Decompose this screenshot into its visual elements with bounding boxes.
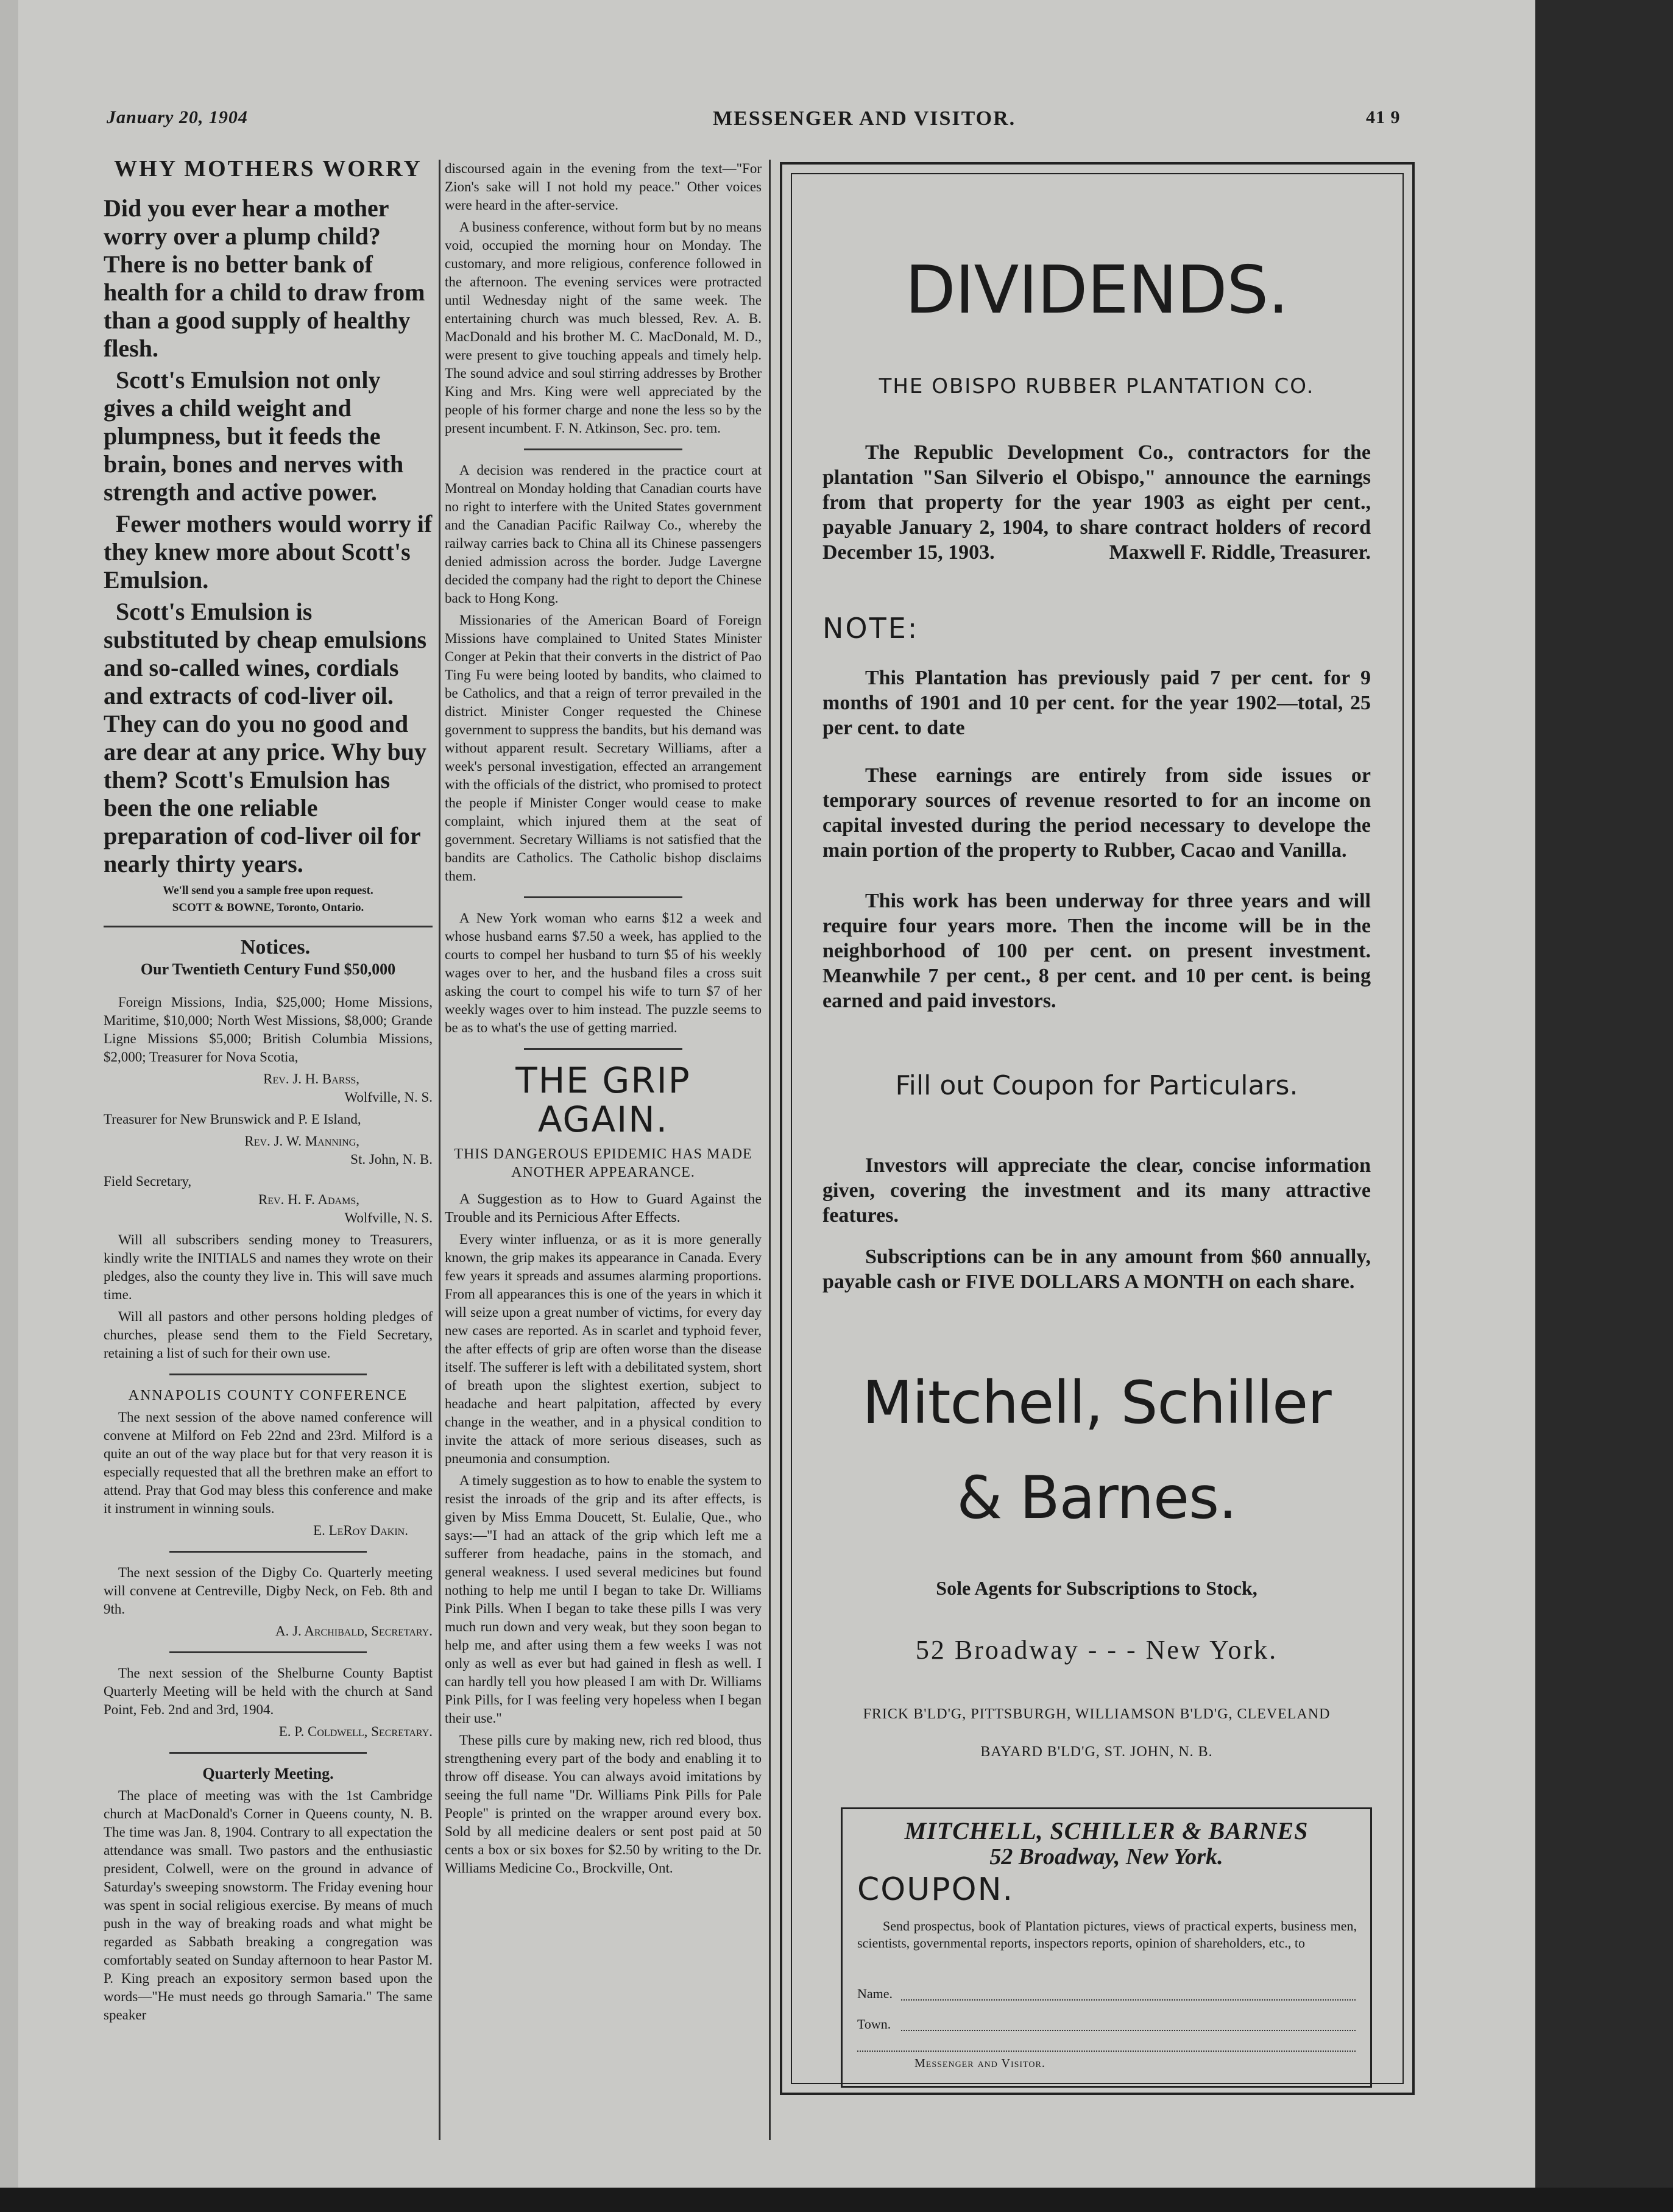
archibald-signature: A. J. Archibald, Secretary. xyxy=(275,1623,433,1639)
branch-offices-2: BAYARD B'LD'G, ST. JOHN, N. B. xyxy=(980,1744,1213,1760)
scott-bowne: SCOTT & BOWNE, Toronto, Ontario. xyxy=(172,901,364,914)
company-name: THE OBISPO RUBBER PLANTATION CO. xyxy=(879,374,1315,399)
dividends-advertisement xyxy=(780,162,1415,2095)
manning-location: St. John, N. B. xyxy=(350,1152,433,1167)
broadway-address: 52 Broadway - - - New York. xyxy=(915,1635,1278,1665)
column-rule-1 xyxy=(439,160,440,2140)
grip-p3: These pills cure by making new, rich red blood, thus strengthening every part of the body and enabling it to throw off disease. You can always avoid imitations by seeing the full name "Dr. Williams Pink Pills for Pale People" is printed on the wrapper around every box. Sold by all medicine dealers or sent post paid at 50 cents a box or six boxes for $2.50 by writing to the Dr. Williams Medicine Co., Brockville, Ont. xyxy=(445,1732,762,1876)
name-field[interactable] xyxy=(901,1999,1356,2001)
fund-text: Foreign Missions, India, $25,000; Home Missions, Maritime, $10,000; North West Missions, $8,000; Grande Ligne Missions $5,000; British Columbia Missions, $2,000; Treasurer for Nova Scotia, xyxy=(104,994,433,1065)
digby-notice: The next session of the Digby Co. Quarterly meeting will convene at Centreville, Digby Neck, on Feb. 8th and 9th. xyxy=(104,1565,433,1617)
adams-name: Rev. H. F. Adams, xyxy=(258,1192,359,1207)
column-2 xyxy=(445,160,762,1881)
adams-location: Wolfville, N. S. xyxy=(344,1210,433,1225)
news-p2: A business conference, without form but by no means void, occupied the morning hour on Monday. The customary, and more religious, conference followed in the afternoon. The evening services were protracted until Wednesday night of the same week. The entertaining church was much blessed, Rev. A. B. MacDonald and his brother M. C. MacDonald, M. D., were present to give touching appeals and timely help. The sound advice and soul stirring addresses by Brother King and Mrs. King were well appreciated by the people of his former charge and none the less so by the present incumbent. F. N. Atkinson, Sec. pro. tem. xyxy=(445,219,762,436)
firm-name-line1: Mitchell, Schiller xyxy=(862,1369,1331,1437)
firm-name-line2: & Barnes. xyxy=(957,1464,1237,1532)
dividends-title: DIVIDENDS. xyxy=(905,252,1289,328)
divider xyxy=(524,448,682,450)
initials-notice: Will all subscribers sending money to Treasurers, kindly write the INITIALS and names they wrote on their pledges, also the county they live in. This will save much time. xyxy=(104,1232,433,1302)
scan-shadow xyxy=(1535,0,1673,2212)
nb-treasurer: Treasurer for New Brunswick and P. E Island, xyxy=(104,1111,361,1127)
scotts-p4: Scott's Emulsion is substituted by cheap emulsions and so-called wines, cordials and extracts of cod-liver oil. They can do you no good and are dear at any price. Why buy them? Scott's Emulsion has been the one reliable preparation of cod-liver oil for nearly thirty years. xyxy=(104,598,427,877)
pledges-notice: Will all pastors and other persons holding pledges of churches, please send them to the Field Secretary, retaining a list of such for their own use. xyxy=(104,1309,433,1361)
note-p1: This Plantation has previously paid 7 per cent. for 9 months of 1901 and 10 per cent. for the year 1902—total, 25 per cent. to date xyxy=(822,667,1371,739)
branch-offices-1: FRICK B'LD'G, PITTSBURGH, WILLIAMSON B'LD'G, CLEVELAND xyxy=(863,1706,1331,1722)
shelburne-notice: The next session of the Shelburne County Baptist Quarterly Meeting will be held with the church at Sand Point, Feb. 2nd and 3rd, 1904. xyxy=(104,1665,433,1717)
note-p2: These earnings are entirely from side issues or temporary sources of revenue resorted to for an income on capital invested during the period necessary to develope the main portion of the property to Rubber, Cacao and Vanilla. xyxy=(822,764,1371,862)
scotts-p2: Scott's Emulsion not only gives a child weight and plumpness, but it feeds the brain, bones and nerves with strength and active power. xyxy=(104,366,404,506)
scotts-ad-heading: WHY MOTHERS WORRY xyxy=(114,156,422,182)
scotts-p1: Did you ever hear a mother worry over a plump child? There is no better bank of health for a child to draw from than a good supply of healthy flesh. xyxy=(104,194,425,362)
manning-name: Rev. J. W. Manning, xyxy=(244,1133,359,1149)
grip-subheading: THIS DANGEROUS EPIDEMIC HAS MADE ANOTHER APPEARANCE. xyxy=(454,1146,752,1180)
coupon-firm: MITCHELL, SCHILLER & BARNES xyxy=(904,1817,1309,1845)
divider xyxy=(169,1374,367,1375)
name-label: Name. xyxy=(857,1986,893,2001)
barss-name: Rev. J. H. Barss, xyxy=(263,1071,359,1087)
newspaper-page xyxy=(18,0,1535,2188)
scotts-emulsion-ad xyxy=(104,194,433,878)
column-rule-2 xyxy=(769,160,771,2140)
grip-p2: A timely suggestion as to how to enable the system to resist the inroads of the grip and its after effects, is given by Miss Emma Doucett, St. Eulalie, Que., who says:—"I had an attack of the grip which left me a sufferer from headache, pains in the stomach, and general weakness. I used several medicines but found nothing to help me until I began to take Dr. Williams Pink Pills. When I began to take these pills I was very much run down and very weak, but they soon began to help me, and after using them a few weeks I was not only as well as ever but had gained in flesh as well. I can hardly tell you how pleased I am with Dr. Williams Pink Pills, for I was feeling very hopeless when I began their use." xyxy=(445,1473,762,1726)
grip-p1: Every winter influenza, or as it is more generally known, the grip makes its appearance in Canada. Every few years it spreads and assumes alarming proportions. From all appearances this is one of the years in which it will seize upon a great number of victims, for every day new cases are reported. As in scarlet and typhoid fever, the after effects of grip are often worse than the disease itself. The sufferer is left with a debilitated system, short of breath upon the slightest exertion, subject to headache and heart palpitation, affected by every change in the weather, and in a physical condition to invite the attack of more serious diseases, such as pneumonia and consumption. xyxy=(445,1232,762,1466)
note-p3: This work has been underway for three years and will require four years more. Then the income will be in the neighborhood of 100 per cent. on present investment. Meanwhile 7 per cent., 8 per cent. and 10 per cent. is being earned and paid investors. xyxy=(822,890,1371,1012)
divider xyxy=(169,1752,367,1754)
coupon-title: COUPON. xyxy=(857,1871,1014,1908)
field-secretary: Field Secretary, xyxy=(104,1174,192,1189)
dakin-signature: E. LeRoy Dakin. xyxy=(313,1523,408,1538)
divider xyxy=(169,1551,367,1553)
town-field[interactable] xyxy=(901,2030,1356,2031)
town-label: Town. xyxy=(857,2016,891,2032)
column-1 xyxy=(104,155,433,2028)
divider xyxy=(169,1651,367,1653)
fund-heading: Our Twentieth Century Fund $50,000 xyxy=(140,960,396,978)
divider xyxy=(524,896,682,898)
scan-bottom-edge xyxy=(0,2188,1673,2212)
scotts-p3: Fewer mothers would worry if they knew more about Scott's Emulsion. xyxy=(104,510,433,594)
divider xyxy=(524,1048,682,1050)
issue-date: January 20, 1904 xyxy=(107,107,248,127)
ad-inner-border xyxy=(791,173,1404,2084)
coupon-form xyxy=(841,1807,1372,2088)
sample-offer: We'll send you a sample free upon request. xyxy=(163,884,373,897)
page-edge xyxy=(0,0,18,2212)
coldwell-signature: E. P. Coldwell, Secretary. xyxy=(278,1724,433,1739)
news-p1: discoursed again in the evening from the text—"For Zion's sake will I not hold my peace." Other voices were heard in the after-service. xyxy=(445,161,762,213)
coupon-footer: Messenger and Visitor. xyxy=(914,2057,1045,2070)
masthead-title: MESSENGER AND VISITOR. xyxy=(713,107,1016,130)
page-number: 41 9 xyxy=(1366,107,1401,127)
grip-intro: A Suggestion as to How to Guard Against the Trouble and its Pernicious After Effects. xyxy=(445,1191,762,1225)
news-missionaries: Missionaries of the American Board of Foreign Missions have complained to United States Minister Conger at Pekin that their converts in the district of Pao Ting Fu were being looted by bandits, who claimed to be Catholics, and that a reign of terror prevailed in the district. Minister Conger requested the Chinese government to suppress the bandits, but his demand was without apparent result. Secretary Williams, after a week's personal investigation, effected an arrangement with the officials of the district, who promised to protect the people if Minister Conger would cease to make complaint, which injured them at the seat of government. Secretary Williams is not satisfied that the bandits are Catholics. The Catholic bishop disclaims them. xyxy=(445,612,762,884)
barss-location: Wolfville, N. S. xyxy=(344,1090,433,1105)
grip-headline: THE GRIP AGAIN. xyxy=(515,1060,691,1140)
ad-announcement: The Republic Development Co., contractors for the plantation "San Silverio el Obispo," announce the earnings from that property for the year 1903 as eight per cent., payable January 2, 1904, to share contract holders of record December 15, 1903. xyxy=(822,441,1371,564)
news-montreal: A decision was rendered in the practice court at Montreal on Monday holding that Canadian courts have no right to interfere with the United States government and the Canadian Pacific Railway Co., whereby the railway carries back to China all its Chinese passengers denied admission across the border. Judge Lavergne decided the company had the right to deport the Chinese back to Hong Kong. xyxy=(445,463,762,606)
treasurer-signature: Maxwell F. Riddle, Treasurer. xyxy=(1109,541,1371,564)
note-p5: Subscriptions can be in any amount from $60 annually, payable cash or FIVE DOLLARS A MONTH on each share. xyxy=(822,1246,1371,1293)
sole-agents: Sole Agents for Subscriptions to Stock, xyxy=(936,1577,1257,1599)
note-p4: Investors will appreciate the clear, concise information given, covering the investment and its many attractive features. xyxy=(822,1154,1371,1227)
news-new-york-woman: A New York woman who earns $12 a week and whose husband earns $7.50 a week, has applied to the courts to compel her husband to turn $5 of his weekly wages over to her, and the husband files a cross suit asking the court to compel his wife to turn $7 of her weekly wages over to him instead. The puzzle seems to be as to what's the use of getting married. xyxy=(445,910,762,1035)
note-heading: NOTE: xyxy=(822,612,919,645)
coupon-instructions: Send prospectus, book of Plantation pictures, views of practical experts, business men, scientists, governmental reports, inspectors reports, opinion of shareholders, etc., to xyxy=(857,1918,1357,1951)
annapolis-heading: ANNAPOLIS COUNTY CONFERENCE xyxy=(128,1388,408,1403)
quarterly-heading: Quarterly Meeting. xyxy=(202,1765,334,1782)
coupon-address: 52 Broadway, New York. xyxy=(989,1844,1223,1870)
fill-out-coupon: Fill out Coupon for Particulars. xyxy=(895,1070,1298,1101)
extra-field[interactable] xyxy=(857,2051,1356,2052)
quarterly-text: The place of meeting was with the 1st Cambridge church at MacDonald's Corner in Queens county, N. B. The time was Jan. 8, 1904. Contrary to all expectation the attendance was small. Two pastors and the enthusiastic president, Colwell, were on the ground in advance of Saturday's sweeping snowstorm. The Friday evening hour was spent in social religious exercise. By means of much push in the way of breaking roads and what might be regarded as Sabbath breaking a congregation was comfortably seated on Sunday afternoon to hear Pastor M. P. King preach an expository sermon based upon the words—"He must needs go through Samaria." The same speaker xyxy=(104,1788,433,2022)
annapolis-text: The next session of the above named conference will convene at Milford on Feb 22nd and 23rd. Milford is a quite an out of the way place but for that very reason it is especially requested that all the brethren make an effort to attend. Pray that God may bless this conference and make it instrument in winning souls. xyxy=(104,1409,433,1516)
divider xyxy=(104,926,433,927)
notices-heading: Notices. xyxy=(240,936,311,959)
